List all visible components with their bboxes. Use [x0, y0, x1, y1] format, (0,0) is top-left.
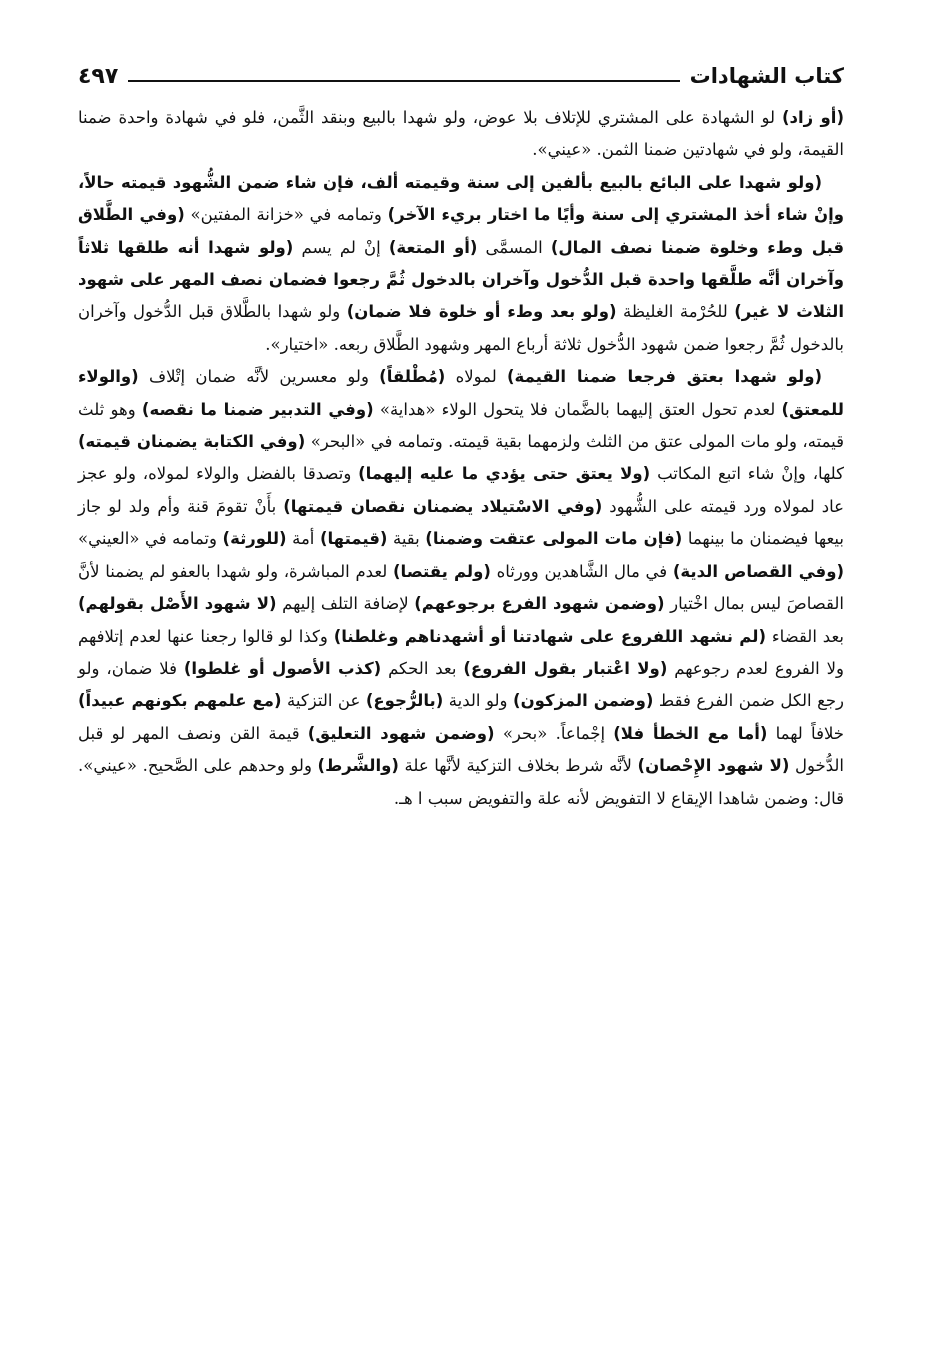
matn-text: (وضمن المزكون) [513, 691, 654, 711]
commentary-text: بعد القضاء [766, 626, 844, 646]
commentary-text: وتمامه في «العيني» [78, 529, 223, 549]
matn-text: (ولو بعد وطء أو خلوة فلا ضمان) [346, 302, 617, 322]
commentary-text: وهو ثلث قيمته، ولو مات المولى عتق من الثلث ولزمهما بقية قيمته. وتمامه في «البحر» [78, 399, 844, 452]
matn-text: (وضمن شهود الفرع برجوعهم) [414, 594, 665, 614]
matn-text: (للورثة) [222, 529, 287, 549]
matn-text: (والشَّرط) [317, 756, 399, 776]
matn-text: (وفي الاسْتيلاد يضمنان نقصان قيمتها) [283, 496, 603, 516]
commentary-text: لإضافة التلف إليهم [276, 594, 415, 614]
matn-text: (وفي القصاص الدية) [672, 561, 844, 581]
matn-text: (أما مع الخطأ فلا) [613, 723, 768, 743]
commentary-text: خلافاً لهما [767, 723, 844, 743]
commentary-text: لو الشهادة على المشتري للإتلاف بلا عوض، ولو شهدا بالبيع وبنقد الثَّمن، فلو في شهادة واحدة ضمنا القيمة، ولو في شهادتين ضمنا الثمن. «عيني». [78, 108, 844, 160]
book-page [78, 56, 844, 815]
matn-text: (ولا اعْتبار بقول الفروع) [463, 658, 668, 678]
commentary-text: وكذا لو قالوا رجعنا عنها لعدم إتلافهم ولا الفروع لعدم رجوعهم [78, 626, 844, 678]
matn-text: (وفي الكتابة يضمنان قيمته) [78, 432, 306, 452]
commentary-text: بأَنْ تقومَ قنة وأم ولد لو جاز بيعها فيضمنان ما بينهما [78, 496, 845, 549]
matn-text: (ولم يقتصا) [393, 561, 491, 581]
running-header [78, 56, 844, 96]
paragraph [78, 102, 844, 167]
commentary-text: ولو الدية [443, 691, 514, 711]
commentary-text: إجْماعاً. «بحر» [494, 723, 614, 743]
commentary-text: ولو شهدا بالطَّلاق قبل الدُّخول وآخران بالدخول ثُمَّ رجعوا ضمن شهود الدُّخول ثلاثة أرباع المهر وشهود الطَّلاق ربعه. «اختيار». [78, 302, 844, 354]
commentary-text: عن التزكية [281, 691, 366, 711]
commentary-text: إنْ لم يسم [293, 237, 389, 257]
matn-text: (أو المتعة) [388, 237, 478, 257]
matn-text: (ولا يعتق حتى يؤدي ما عليه إليهما) [358, 464, 651, 484]
commentary-text: المسمَّى [477, 237, 551, 257]
matn-text: (والولاء للمعتق) [78, 367, 844, 419]
header-rule [128, 80, 679, 82]
commentary-text: لعدم المباشرة، ولو شهدا بالعفو لم يضمنا لأنَّ القصاصَ ليس بمال اخْتيار [78, 561, 844, 614]
commentary-text: وتصدقا بالفضل والولاء لمولاه، ولو عجز عاد لمولاه ورد قيمته على الشُّهود [78, 464, 844, 516]
body-text [78, 102, 844, 815]
commentary-text: بعد الحكم [381, 658, 464, 678]
matn-text: (لم نشهد اللفروع على شهادتنا أو أشهدناهم وغلطنا) [333, 626, 766, 646]
matn-text: (قيمتها) [319, 529, 388, 549]
matn-text: (بالرُّجوع) [365, 691, 444, 711]
commentary-text: كلها، وإنْ شاء اتبع المكاتب [650, 464, 844, 484]
commentary-text: أمة [286, 529, 320, 549]
commentary-text: فلا ضمان، ولو رجع الكل ضمن الفرع فقط [78, 658, 845, 711]
matn-text: (وفي الطَّلاق قبل وطء وخلوة ضمنا نصف المال) [78, 205, 844, 257]
commentary-text: ولو معسرين لأنَّه ضمان إتْلاف [138, 367, 380, 387]
paragraph [78, 361, 844, 815]
commentary-text: لمولاه [445, 367, 508, 387]
commentary-text: لأنَّه شرط بخلاف التزكية لأنَّها علة [398, 756, 638, 776]
page-number: ٤٩٧ [78, 63, 119, 89]
matn-text: (ولو شهدا على البائع بالبيع بألفين إلى سنة وقيمته ألف، فإن شاء ضمن الشُّهود قيمته حالاً، وإنْ شاء أخذ المشتري إلى سنة وأيًا ما اختار بريء الآخر) [78, 172, 844, 225]
matn-text: (لا شهود الأَصْل بقولهم) [78, 594, 277, 614]
commentary-text: بقية [387, 529, 426, 549]
paragraph [78, 167, 844, 361]
matn-text: (مُطْلقاً) [379, 367, 446, 387]
commentary-text: ولو وحدهم على الصَّحيح. «عيني». قال: وضمن شاهدا الإيقاع لا التفويض لأنه علة والتفويض سبب ا هـ. [78, 756, 844, 808]
commentary-text: في مال الشَّاهدين وورثاه [490, 561, 673, 581]
matn-text: (أو زاد) [781, 108, 844, 127]
commentary-text: للحُرْمة الغليظة [616, 302, 735, 322]
matn-text: (ولو شهدا أنه طلقها ثلاثاً وآخران أنَّه طلَّقها واحدة قبل الدُّخول وآخران بالدخول ثُمَّ رجعوا فضمان نصف المهر على شهود الثلاث لا غير) [78, 237, 844, 322]
commentary-text: قيمة القن ونصف المهر لو قبل الدُّخول [78, 723, 844, 776]
matn-text: (ولو شهدا بعتق فرجعا ضمنا القيمة) [507, 367, 822, 387]
matn-text: (فإن مات المولى عتقت وضمنا) [425, 529, 683, 549]
matn-text: (لا شهود الإِحْصان) [637, 756, 790, 776]
matn-text: (وفي التدبير ضمنا ما نقصه) [141, 399, 374, 419]
matn-text: (كذب الأصول أو غلطوا) [183, 658, 382, 678]
commentary-text: لعدم تحول العتق إليهما بالضَّمان فلا يتحول الولاء «هداية» [373, 399, 782, 419]
matn-text: (مع علمهم بكونهم عبيداً) [78, 691, 282, 711]
commentary-text: وتمامه في «خزانة المفتين» [184, 205, 388, 225]
chapter-title: كتاب الشهادات [689, 64, 844, 88]
matn-text: (وضمن شهود التعليق) [307, 723, 495, 743]
